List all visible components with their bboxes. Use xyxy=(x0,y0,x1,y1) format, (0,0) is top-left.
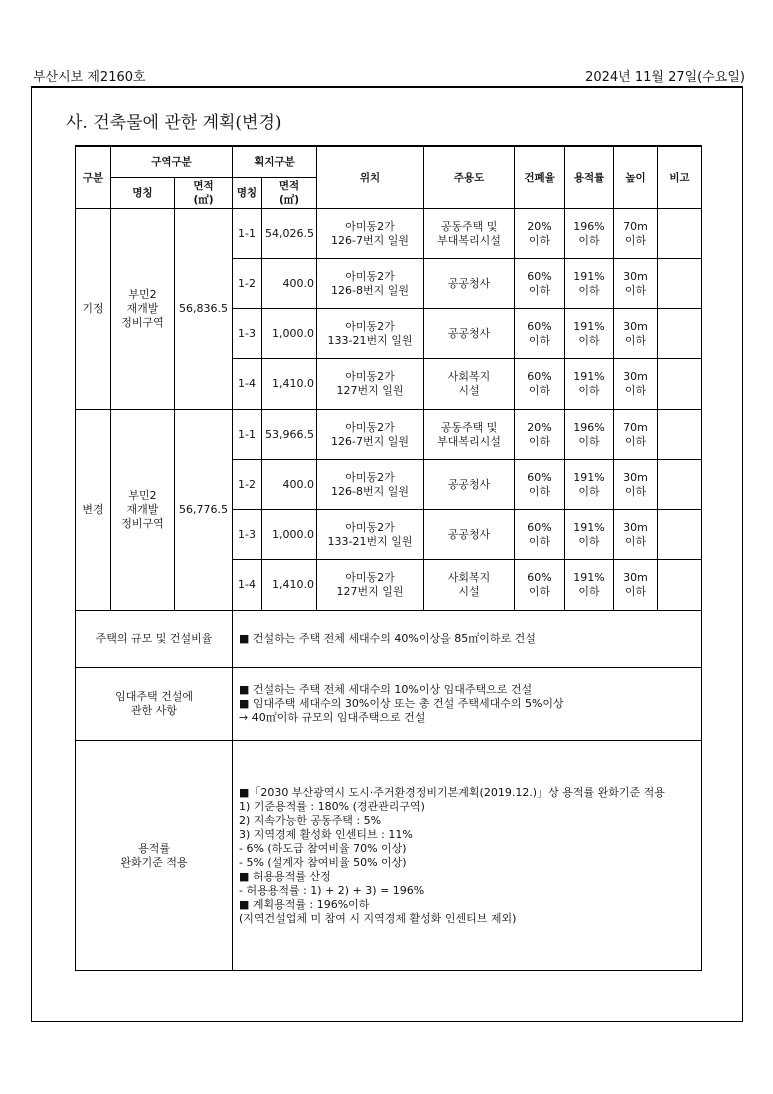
lot-height: 30m 이하 xyxy=(614,560,658,611)
header-row-1 xyxy=(76,146,702,178)
lot-main-use: 공동주택 및 부대복리시설 xyxy=(424,410,515,460)
content-line: - 5% (설계자 참여비율 50% 이상) xyxy=(239,855,407,869)
lot-note xyxy=(658,259,702,309)
content-line: 1) 기준용적률 : 180% (경관관리구역) xyxy=(239,799,425,813)
header-note: 비고 xyxy=(658,146,702,209)
header-main-use: 주용도 xyxy=(424,146,515,209)
lot-coverage: 60% 이하 xyxy=(515,259,565,309)
content-line: 2) 지속가능한 공동주택 : 5% xyxy=(239,813,382,827)
lot-far: 191% 이하 xyxy=(565,259,614,309)
lot-coverage: 60% 이하 xyxy=(515,560,565,611)
lot-name: 1-3 xyxy=(233,309,262,359)
lot-far: 196% 이하 xyxy=(565,410,614,460)
lot-main-use: 공공청사 xyxy=(424,309,515,359)
lot-main-use: 공공청사 xyxy=(424,510,515,560)
table-row xyxy=(76,410,702,460)
lot-location: 아미동2가 127번지 일원 xyxy=(317,359,424,410)
lot-location: 아미동2가 126-8번지 일원 xyxy=(317,460,424,510)
lot-main-use: 공동주택 및 부대복리시설 xyxy=(424,209,515,259)
lot-name: 1-1 xyxy=(233,209,262,259)
header-zone-group: 구역구분 xyxy=(111,146,233,178)
lot-far: 191% 이하 xyxy=(565,359,614,410)
lot-name: 1-2 xyxy=(233,460,262,510)
lot-main-use: 공공청사 xyxy=(424,259,515,309)
zone-area: 56,776.5 xyxy=(175,410,233,611)
lot-far: 191% 이하 xyxy=(565,460,614,510)
bulletin-issue: 부산시보 제2160호 xyxy=(33,70,146,85)
row-category: 기정 xyxy=(76,209,111,410)
row-category: 변경 xyxy=(76,410,111,611)
table-row xyxy=(76,209,702,259)
row-label: 용적률 완화기준 적용 xyxy=(76,741,233,971)
header-location: 위치 xyxy=(317,146,424,209)
lot-location: 아미동2가 126-8번지 일원 xyxy=(317,259,424,309)
lot-area: 1,000.0 xyxy=(262,510,317,560)
lot-height: 30m 이하 xyxy=(614,359,658,410)
header-lot-group: 획지구분 xyxy=(233,146,317,178)
content-line: - 6% (하도급 참여비율 70% 이상) xyxy=(239,841,407,855)
content-line: ■ 건설하는 주택 전체 세대수의 10%이상 임대주택으로 건설 xyxy=(239,683,533,696)
header-category: 구분 xyxy=(76,146,111,209)
lot-note xyxy=(658,560,702,611)
zone-name: 부민2 재개발 정비구역 xyxy=(111,410,175,611)
header-far: 용적률 xyxy=(565,146,614,209)
lot-coverage: 60% 이하 xyxy=(515,359,565,410)
lot-note xyxy=(658,359,702,410)
section-title: 사. 건축물에 관한 계획(변경) xyxy=(66,113,282,133)
lot-far: 191% 이하 xyxy=(565,510,614,560)
header-coverage: 건폐율 xyxy=(515,146,565,209)
lot-height: 30m 이하 xyxy=(614,510,658,560)
content-line: ■ 허용용적률 산정 xyxy=(239,869,331,883)
lot-coverage: 20% 이하 xyxy=(515,410,565,460)
lot-note xyxy=(658,460,702,510)
header-lot-area: 면적 (㎡) xyxy=(262,178,317,209)
lot-area: 1,410.0 xyxy=(262,560,317,611)
lot-height: 70m 이하 xyxy=(614,209,658,259)
building-plan-table xyxy=(75,145,702,971)
lot-far: 191% 이하 xyxy=(565,560,614,611)
zone-area: 56,836.5 xyxy=(175,209,233,410)
content-line: (지역건설업체 미 참여 시 지역경제 활성화 인센티브 제외) xyxy=(239,911,517,925)
content-line: → 40㎡이하 규모의 임대주택으로 건설 xyxy=(239,711,426,724)
lot-far: 191% 이하 xyxy=(565,309,614,359)
lot-height: 30m 이하 xyxy=(614,259,658,309)
lot-area: 400.0 xyxy=(262,259,317,309)
lot-height: 30m 이하 xyxy=(614,309,658,359)
lot-coverage: 60% 이하 xyxy=(515,460,565,510)
lot-coverage: 60% 이하 xyxy=(515,510,565,560)
lot-coverage: 60% 이하 xyxy=(515,309,565,359)
lot-note xyxy=(658,309,702,359)
zone-name: 부민2 재개발 정비구역 xyxy=(111,209,175,410)
content-line: - 허용용적률 : 1) + 2) + 3) = 196% xyxy=(239,883,425,897)
publication-date: 2024년 11월 27일(수요일) xyxy=(585,70,745,85)
row-content xyxy=(233,611,702,668)
header-lot-name: 명칭 xyxy=(233,178,262,209)
lot-name: 1-3 xyxy=(233,510,262,560)
header-zone-name: 명칭 xyxy=(111,178,175,209)
lot-area: 1,000.0 xyxy=(262,309,317,359)
lot-area: 53,966.5 xyxy=(262,410,317,460)
content-line: ■ 계획용적률 : 196%이하 xyxy=(239,897,370,911)
lot-note xyxy=(658,410,702,460)
lot-height: 70m 이하 xyxy=(614,410,658,460)
lot-name: 1-4 xyxy=(233,359,262,410)
far-relaxation-row xyxy=(76,741,702,971)
lot-main-use: 사회복지 시설 xyxy=(424,560,515,611)
rental-housing-row xyxy=(76,668,702,741)
lot-note xyxy=(658,510,702,560)
lot-coverage: 20% 이하 xyxy=(515,209,565,259)
content-line: ■「2030 부산광역시 도시·주거환경정비기본계획(2019.12.)」상 용적률 완화기준 적용 xyxy=(239,785,665,799)
lot-main-use: 사회복지 시설 xyxy=(424,359,515,410)
content-line: ■ 건설하는 주택 전체 세대수의 40%이상을 85㎡이하로 건설 xyxy=(239,632,536,645)
lot-area: 1,410.0 xyxy=(262,359,317,410)
housing-scale-row xyxy=(76,611,702,668)
lot-location: 아미동2가 126-7번지 일원 xyxy=(317,209,424,259)
lot-location: 아미동2가 133-21번지 일원 xyxy=(317,510,424,560)
content-line: 3) 지역경제 활성화 인센티브 : 11% xyxy=(239,827,413,841)
row-label: 임대주택 건설에 관한 사항 xyxy=(76,668,233,741)
row-content xyxy=(233,741,702,971)
lot-main-use: 공공청사 xyxy=(424,460,515,510)
row-content xyxy=(233,668,702,741)
lot-location: 아미동2가 126-7번지 일원 xyxy=(317,410,424,460)
content-line: ■ 임대주택 세대수의 30%이상 또는 총 건설 주택세대수의 5%이상 xyxy=(239,697,564,710)
lot-far: 196% 이하 xyxy=(565,209,614,259)
lot-area: 400.0 xyxy=(262,460,317,510)
header-height: 높이 xyxy=(614,146,658,209)
lot-name: 1-2 xyxy=(233,259,262,309)
lot-note xyxy=(658,209,702,259)
lot-height: 30m 이하 xyxy=(614,460,658,510)
header-zone-area: 면적 (㎡) xyxy=(175,178,233,209)
lot-name: 1-1 xyxy=(233,410,262,460)
lot-area: 54,026.5 xyxy=(262,209,317,259)
lot-location: 아미동2가 127번지 일원 xyxy=(317,560,424,611)
lot-name: 1-4 xyxy=(233,560,262,611)
lot-location: 아미동2가 133-21번지 일원 xyxy=(317,309,424,359)
row-label: 주택의 규모 및 건설비율 xyxy=(76,611,233,668)
